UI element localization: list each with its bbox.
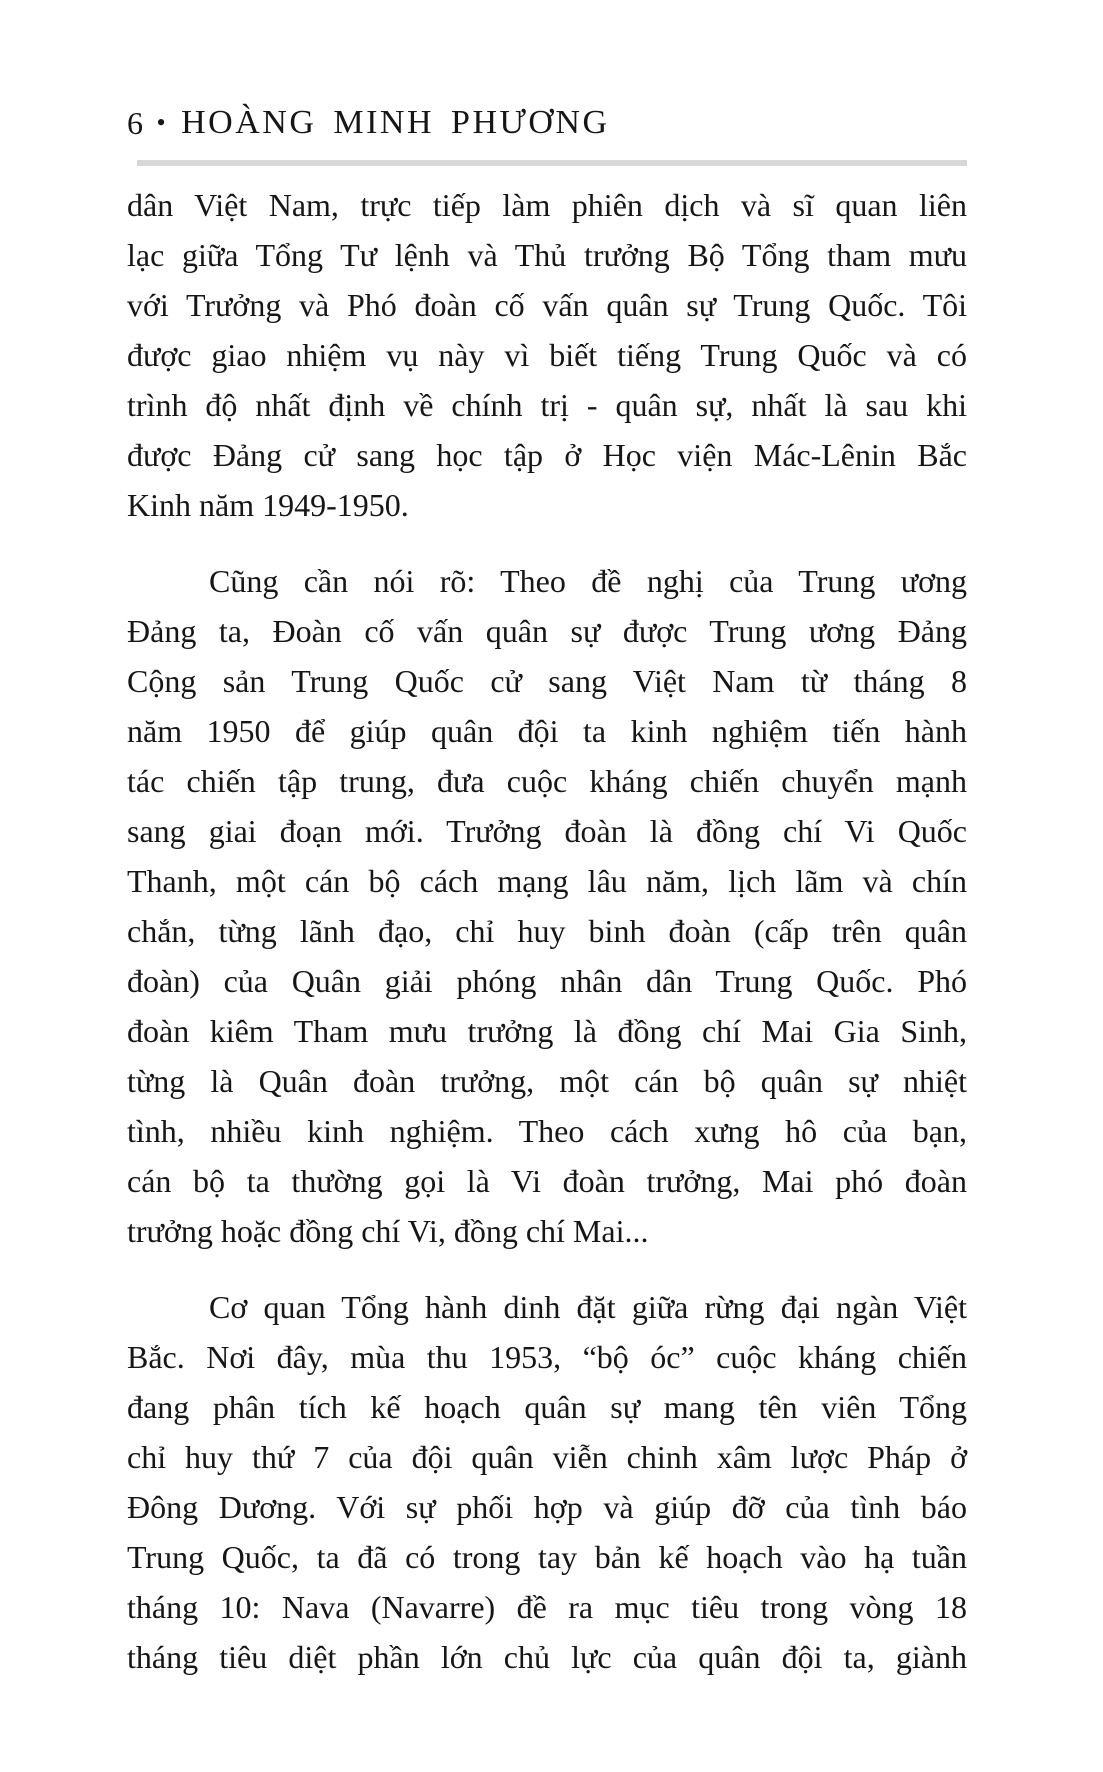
text-line: sang giai đoạn mới. Trưởng đoàn là đồng chí Vi Quốc (127, 813, 967, 849)
header-rule (137, 160, 967, 166)
text-line: đoàn) của Quân giải phóng nhân dân Trung Quốc. Phó (127, 963, 967, 999)
text-line: dân Việt Nam, trực tiếp làm phiên dịch và sĩ quan liên (127, 187, 967, 223)
text-line: Kinh năm 1949-1950. (127, 487, 409, 523)
text-line: chỉ huy thứ 7 của đội quân viễn chinh xâm lược Pháp ở (127, 1439, 967, 1475)
text-line: Cơ quan Tổng hành dinh đặt giữa rừng đại ngàn Việt (209, 1289, 967, 1325)
text-line: đoàn kiêm Tham mưu trưởng là đồng chí Mai Gia Sinh, (127, 1013, 967, 1049)
text-line: Cũng cần nói rõ: Theo đề nghị của Trung ương (209, 563, 967, 599)
text-line: lạc giữa Tổng Tư lệnh và Thủ trưởng Bộ Tổng tham mưu (127, 237, 967, 273)
text-line: Đảng ta, Đoàn cố vấn quân sự được Trung ương Đảng (127, 613, 967, 649)
text-line: từng là Quân đoàn trưởng, một cán bộ quân sự nhiệt (127, 1063, 967, 1099)
paragraph (127, 180, 967, 530)
text-line: tháng 10: Nava (Navarre) đề ra mục tiêu trong vòng 18 (127, 1589, 967, 1625)
text-line: tháng tiêu diệt phần lớn chủ lực của quân đội ta, giành (127, 1639, 967, 1675)
page-number: 6 (127, 105, 146, 141)
text-line: đang phân tích kế hoạch quân sự mang tên viên Tổng (127, 1389, 967, 1425)
text-line: tác chiến tập trung, đưa cuộc kháng chiến chuyển mạnh (127, 763, 967, 799)
text-line: Đông Dương. Với sự phối hợp và giúp đỡ của tình báo (127, 1489, 967, 1525)
text-line: chắn, từng lãnh đạo, chỉ huy binh đoàn (cấp trên quân (127, 913, 967, 949)
text-line: trưởng hoặc đồng chí Vi, đồng chí Mai... (127, 1213, 649, 1249)
text-line: trình độ nhất định về chính trị - quân sự, nhất là sau khi (127, 387, 967, 423)
paragraph (127, 1282, 967, 1682)
text-line: với Trưởng và Phó đoàn cố vấn quân sự Trung Quốc. Tôi (127, 287, 967, 323)
text-line: được giao nhiệm vụ này vì biết tiếng Trung Quốc và có (127, 337, 967, 373)
text-line: được Đảng cử sang học tập ở Học viện Mác-Lênin Bắc (127, 437, 967, 473)
text-line: tình, nhiều kinh nghiệm. Theo cách xưng hô của bạn, (127, 1113, 967, 1149)
text-line: Thanh, một cán bộ cách mạng lâu năm, lịch lãm và chín (127, 863, 967, 899)
text-line: Bắc. Nơi đây, mùa thu 1953, “bộ óc” cuộc kháng chiến (127, 1339, 967, 1375)
text-line: Cộng sản Trung Quốc cử sang Việt Nam từ tháng 8 (127, 663, 967, 699)
text-line: năm 1950 để giúp quân đội ta kinh nghiệm tiến hành (127, 713, 967, 749)
text-line: cán bộ ta thường gọi là Vi đoàn trưởng, Mai phó đoàn (127, 1163, 967, 1199)
text-line: Trung Quốc, ta đã có trong tay bản kế hoạch vào hạ tuần (127, 1539, 967, 1575)
running-header-title: HOÀNG MINH PHƯƠNG (181, 104, 610, 141)
paragraph (127, 556, 967, 1256)
page-header (127, 106, 610, 140)
bullet-separator-icon: • (156, 108, 169, 137)
page-body (127, 180, 967, 1682)
